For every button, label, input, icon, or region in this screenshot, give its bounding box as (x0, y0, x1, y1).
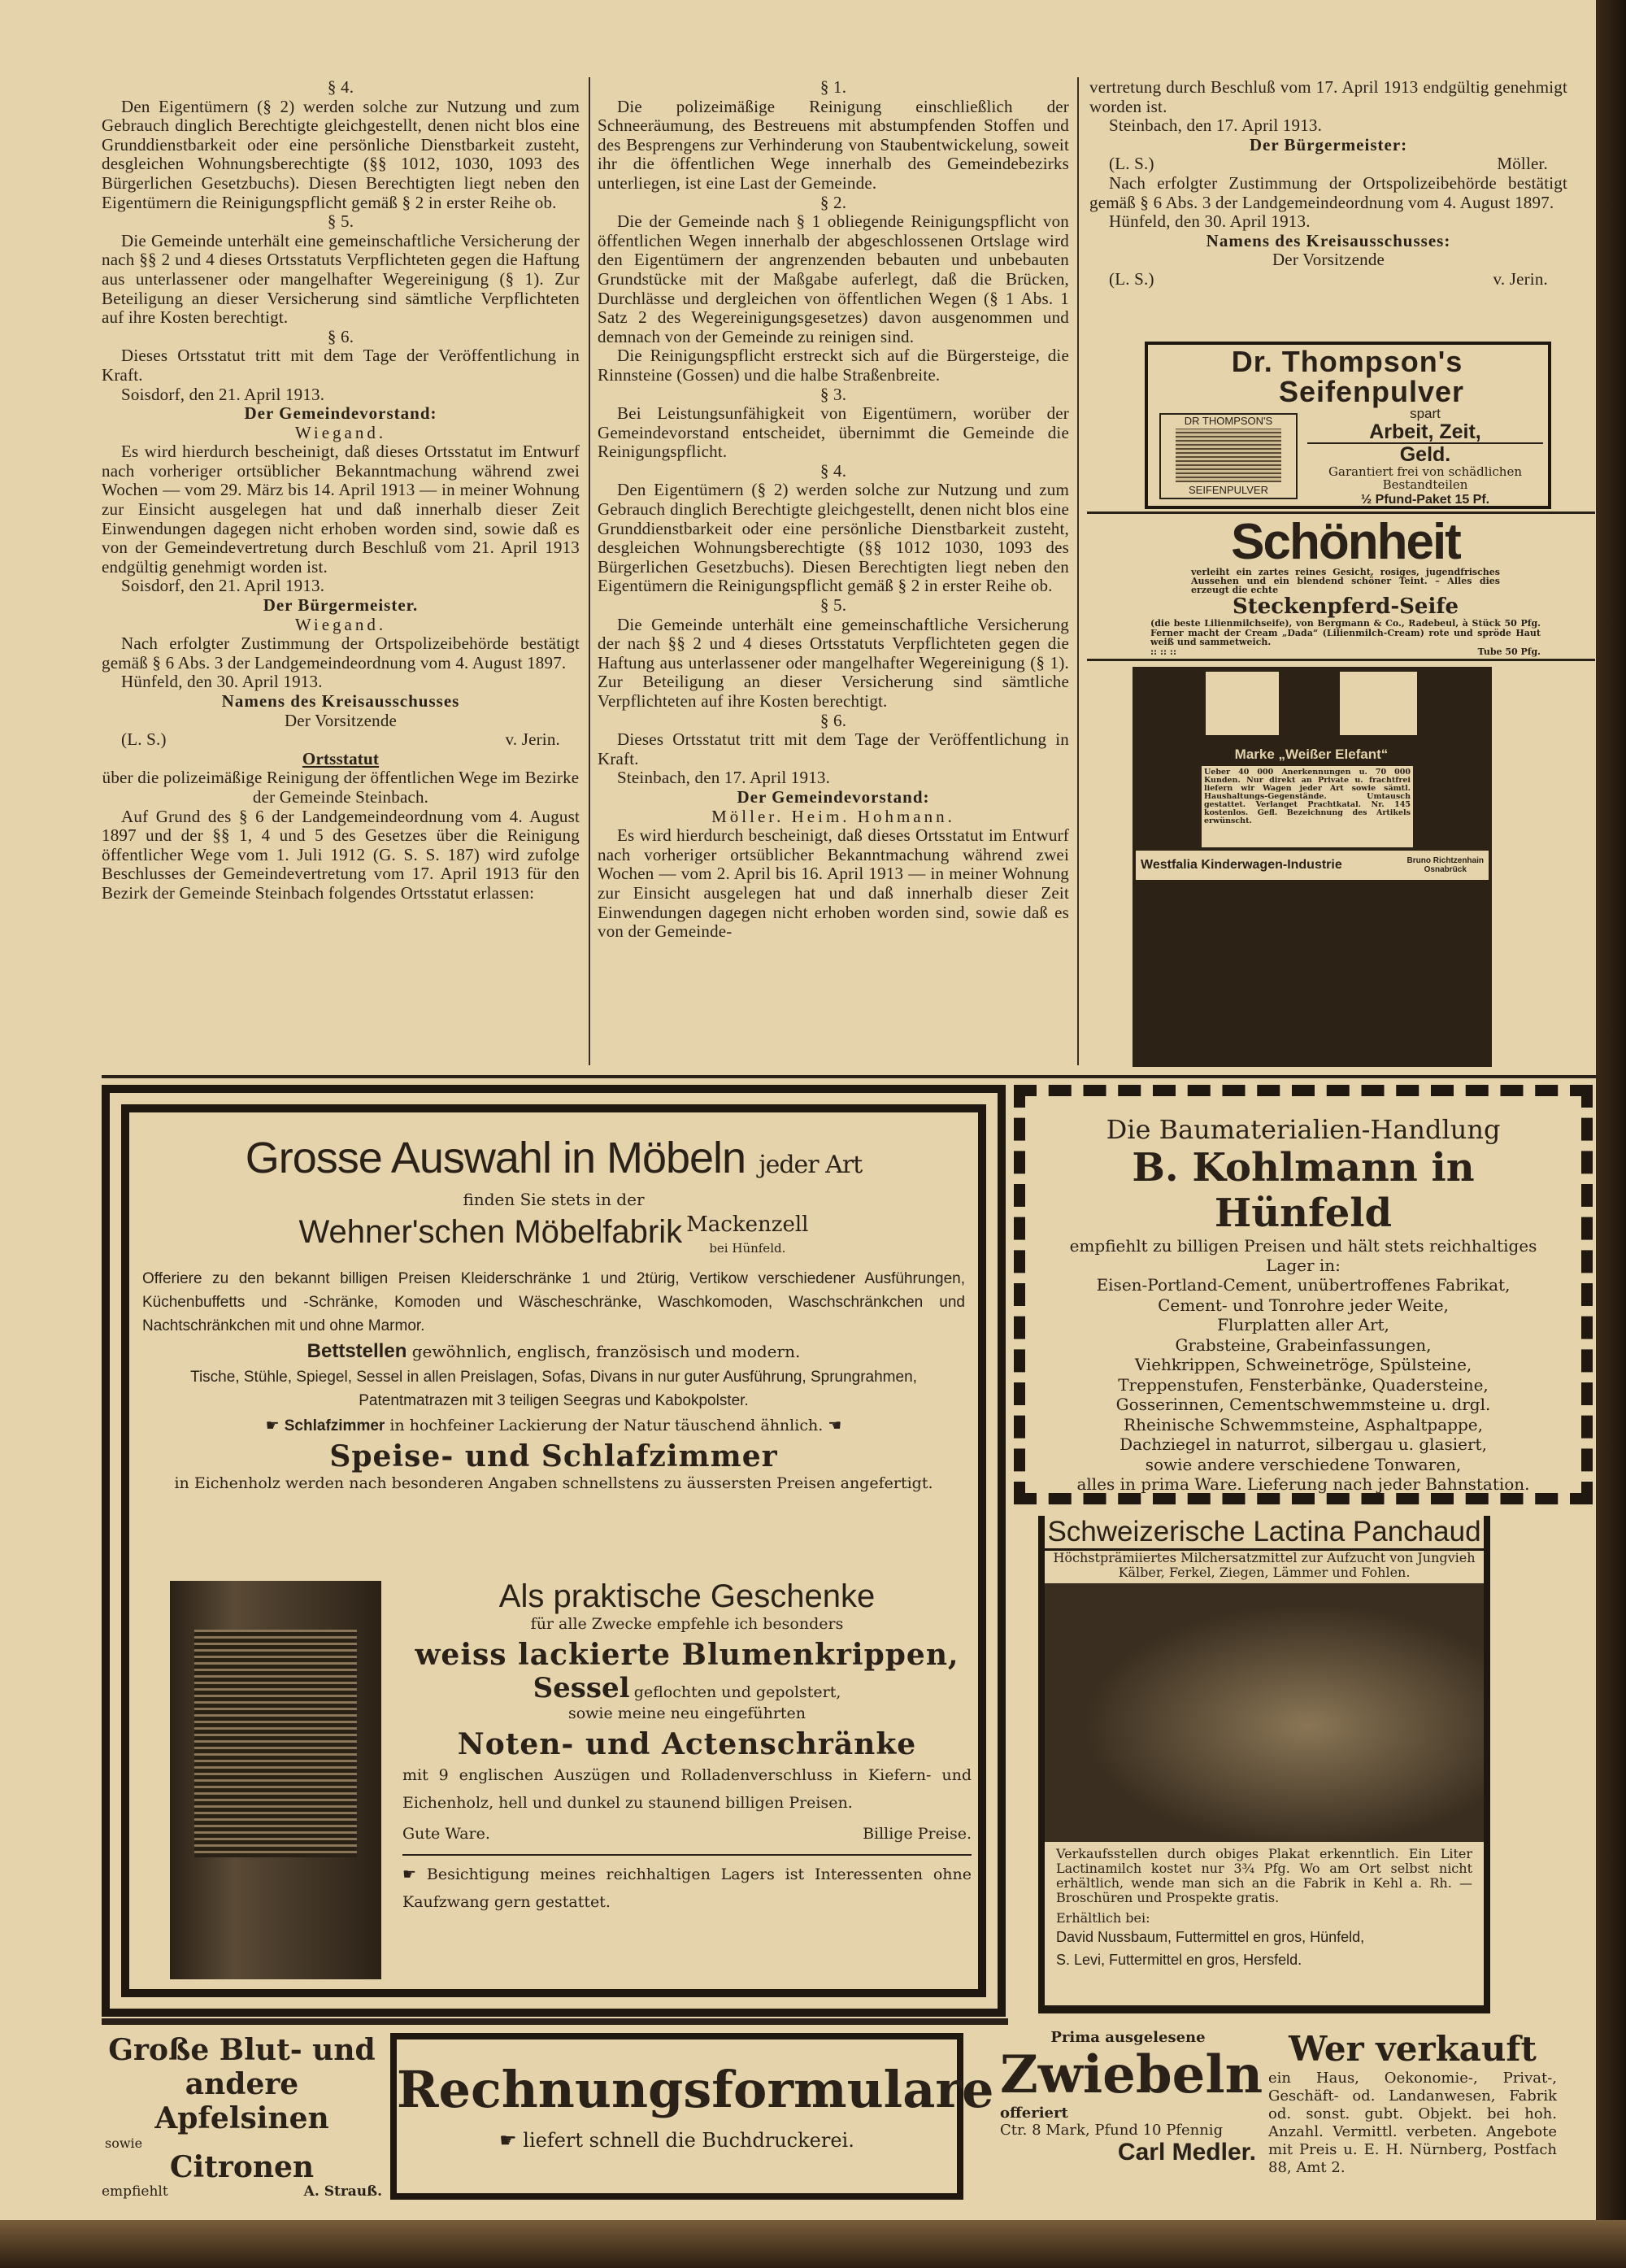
ad-title-suffix: jeder Art (759, 1151, 863, 1179)
elefant-ad (1133, 667, 1492, 1067)
paragraph: Es wird hierdurch bescheinigt, daß dieses Ortsstatut im Entwurf nach vorheriger ortsüblicher Bekanntmachung während zwei Wochen — vom 29. März bis 14. April 1913 — in meiner Wohnung zur Einsicht ausgelegen hat und daß innerhalb dieser Zeit Einwendungen dagegen nicht erhoben worden sind, sowie daß es von der Gemeindevertretung durch Beschluß vom 21. April 1913 endgültig genehmigt worden ist. (102, 442, 580, 577)
company-name: Wehner'schen Möbelfabrik (298, 1214, 683, 1250)
paragraph: Nach erfolgter Zustimmung der Ortspolizeibehörde bestätigt gemäß § 6 Abs. 3 der Landgemeindeordnung vom 4. August 1897. (1089, 172, 1567, 212)
text-line: § 3. (820, 384, 847, 404)
ad-title: Dr. Thompson's (1231, 345, 1463, 378)
seal-mark: (L. S.) (1109, 154, 1154, 174)
paragraph: Den Eigentümern (§ 2) werden solche zur Nutzung und zum Gebrauch dinglich Berechtigte gleichgestellt, denen nicht blos eine Grunddienstbarkeit oder eine persönliche Dienstbarkeit zusteht, desgleichen Wohnungsberechtigte (§§ 1012, 1030, 1093 des Bürgerlichen Gesetzbuchs). Diesen Berechtigten liegt neben den Eigentümern die Reinigungspflicht gemäß § 2 in erster Reihe ob. (102, 96, 580, 212)
text-line: Steinbach, den 17. April 1913. (617, 768, 831, 788)
ad-text: Gute Ware. (402, 1825, 490, 1843)
signature: v. Jerin. (505, 729, 560, 750)
ad-text: Verkaufsstellen durch obiges Plakat erkenntlich. Ein Liter Lactinamilch kostet nur 3¾ Pfg. Wo am Ort selbst nicht erhältlich, wende man sich an die Fabrik in Kehl a. Rh. — Broschüren und Prospekte gratis. (1056, 1846, 1472, 1905)
paragraph: Auf Grund des § 6 der Landgemeindeordnung vom 4. August 1897 und der §§ 1, 4 und 5 des Gesetzes über die Reinigung öffentlicher Wege vom 1. Juli 1912 (G. S. S. 187) wird zufolge Beschlusses der Gemeindevertretung vom 17. April 1913 für den Bezirk der Gemeinde Steinbach folgendes Ortsstatut erlassen: (102, 806, 580, 903)
product-line: Treppenstufen, Fensterbänke, Quadersteine, (1118, 1374, 1489, 1395)
ad-text: empfiehlt zu billigen Preisen und hält stets reichhaltiges Lager in: (1069, 1236, 1537, 1275)
ad-title: andere Apfelsinen (154, 2067, 329, 2135)
ad-title: Schweizerische Lactina Panchaud (1045, 1516, 1484, 1551)
heading: Der Gemeindevorstand: (244, 403, 437, 424)
ad-text: Geld. (1399, 443, 1451, 467)
text-line: § 6. (820, 710, 847, 730)
text-line: Soisdorf, den 21. April 1913. (121, 384, 325, 404)
ad-title: Wer verkauft (1289, 2029, 1537, 2069)
ad-text: empfiehlt (102, 2183, 168, 2200)
section-rule (102, 2018, 1008, 2025)
text-line: über die polizeimäßige Reinigung der öffentlichen Wege im Bezirke der Gemeinde Steinbach. (102, 768, 580, 807)
signature-line (102, 730, 580, 750)
forms-ad (390, 2033, 994, 2200)
ad-title: Große Blut- und (108, 2033, 376, 2067)
baumaterial-ad (1014, 1085, 1593, 1504)
worker-image (1206, 672, 1279, 735)
ad-title: Seifenpulver (1278, 375, 1465, 408)
text-line: Hünfeld, den 30. April 1913. (1109, 211, 1311, 232)
ad-text: Erhältlich bei: (1056, 1910, 1150, 1926)
text-line: § 2. (820, 192, 847, 212)
product-list (1043, 1275, 1563, 1495)
page-bottom-edge (0, 2220, 1626, 2268)
ad-price: ½ Pfund-Paket 15 Pf. (1360, 493, 1490, 507)
company-name: B. Kohlmann in Hünfeld (1132, 1145, 1475, 1236)
ad-text: sowie (105, 2135, 143, 2151)
ad-title: Citronen (169, 2150, 315, 2184)
ad-heading: Als praktische Geschenke (498, 1578, 876, 1614)
owner-name: Bruno Richtzenhain (1406, 856, 1484, 865)
paragraph: Den Eigentümern (§ 2) werden solche zur Nutzung und zum Gebrauch dinglich Berechtigte gleichgestellt, denen nicht blos eine Grunddienstbarkeit oder eine persönliche Dienstbarkeit zusteht, desgleichen Wohnungsberechtigte (§§ 1012 1030, 1093 des Bürgerlichen Gesetzbuchs). Diesen Berechtigten liegt neben den Eigentümern die Reinigungspflicht gemäß § 2 in erster Reihe ob. (598, 480, 1069, 596)
ad-text: Arbeit, Zeit, (1307, 421, 1543, 444)
rule (1087, 659, 1595, 661)
paragraph: Es wird hierdurch bescheinigt, daß dieses Ortsstatut im Entwurf nach vorheriger ortsüblicher Bekanntmachung während zwei Wochen — vom 2. April bis 16. April 1913 — in meiner Wohnung zur Einsicht ausgelegen hat und daß innerhalb dieser Zeit Einwendungen dagegen nicht erhoben worden sind, sowie daß es von der Gemeinde- (598, 825, 1069, 942)
product-line: Flurplatten aller Art, (1217, 1315, 1389, 1334)
ad-text: Offeriere zu den bekannt billigen Preisen Kleiderschränke 1 und 2türig, Vertikow verschiedener Ausführungen, Küchenbuffetts und -Schränke, Komoden und Wäscheschränke, Waschkomoden, Waschschränkchen und Nachtschränkchen mit und ohne Marmor. (142, 1270, 965, 1334)
ad-brand: Marke „Weißer Elefant“ (1234, 747, 1389, 762)
ad-heading: Speise- und Schlafzimmer (329, 1439, 778, 1474)
text-line: Steinbach, den 17. April 1913. (1109, 115, 1323, 136)
article-column-3 (1089, 78, 1567, 289)
paragraph: Die Reinigungspflicht erstreckt sich auf die Bürgersteige, die Rinnsteine (Gossen) und die halbe Straßenbreite. (598, 346, 1069, 385)
ad-text: ein Haus, Oekonomie-, Privat-, Geschäft- od. Landanwesen, Fabrik od. sonst. gubt. Objekt. bei hoh. Anzahl. Vermittl. verbeten. Angebote mit Preis u. E. H. Nürnberg, Postfach 88, Amt 2. (1268, 2070, 1557, 2176)
ad-text: finden Sie stets in der (463, 1190, 645, 1209)
ad-bold: Schlafzimmer (284, 1417, 385, 1434)
article-column-1 (102, 78, 580, 903)
thompson-ad (1145, 342, 1551, 509)
text-line: § 5. (820, 595, 847, 616)
ad-text: gewöhnlich, englisch, französisch und modern. (411, 1342, 801, 1361)
ad-text: sowie meine neu eingeführten (567, 1704, 806, 1722)
text-line: § 4. (327, 77, 354, 97)
place-sub: bei Hünfeld. (709, 1241, 786, 1256)
ad-text: Besichtigung meines reichhaltigen Lagers ist Interessenten ohne Kaufzwang gern gestattet. (402, 1865, 972, 1911)
text-line: Der Vorsitzende (284, 710, 398, 730)
swan-logo (1159, 413, 1298, 499)
ad-title: Schönheit (1231, 514, 1460, 570)
ad-bold: Bettstellen (307, 1340, 407, 1362)
heading: Namens des Kreisausschusses: (1206, 230, 1451, 250)
ad-title: Die Baumaterialien-Handlung (1106, 1114, 1501, 1145)
ad-price: Tube 50 Pfg. (1477, 646, 1541, 657)
ad-text: liefert schnell die Buchdruckerei. (523, 2129, 854, 2152)
signature-line (1089, 155, 1567, 174)
text-line: Möller. Heim. Hohmann. (711, 806, 955, 826)
pointing-hand-icon: ☚ (823, 1417, 842, 1434)
dealer: David Nussbaum, Futtermittel en gros, Hünfeld, (1056, 1929, 1365, 1945)
ad-text: Tische, Stühle, Spiegel, Sessel in allen Preislagen, Sofas, Divans in nur guter Ausführung, Sprungrahmen, Patentmatrazen mit 3 teiligen Seegras und Kabokpolster. (190, 1369, 917, 1409)
article-column-2 (598, 78, 1069, 942)
heading: Der Gemeindevorstand: (737, 786, 930, 807)
product-line: Gosserinnen, Cementschwemmsteine u. drgl. (1115, 1395, 1491, 1414)
column-divider (1077, 77, 1079, 1065)
heading: Der Bürgermeister. (263, 595, 419, 616)
ad-text: offeriert (1000, 2105, 1068, 2122)
ad-heading: weiss lackierte Blumenkrippen, (415, 1638, 959, 1672)
ad-text: Höchstprämiiertes Milchersatzmittel zur Aufzucht von Jungvieh Kälber, Ferkel, Ziegen, Lämmer und Fohlen. (1053, 1550, 1476, 1580)
signature-line (1089, 270, 1567, 289)
signature: Möller. (1497, 154, 1548, 174)
orange-ad (102, 2033, 382, 2200)
place-name: Mackenzell (686, 1212, 809, 1237)
ad-signature: Carl Medler. (1117, 2139, 1256, 2166)
calves-image (1045, 1583, 1484, 1842)
paragraph: Nach erfolgter Zustimmung der Ortspolizeibehörde bestätigt gemäß § 6 Abs. 3 der Landgemeindeordnung vom 4. August 1897. (102, 633, 580, 673)
product-line: Cement- und Tonrohre jeder Weite, (1158, 1295, 1449, 1315)
heading: Der Bürgermeister: (1249, 134, 1408, 155)
seal-mark: (L. S.) (1109, 268, 1154, 289)
moebel-ad (102, 1085, 1006, 2017)
paragraph: Die Gemeinde unterhält eine gemeinschaftliche Versicherung der nach §§ 2 und 4 dieses Ortsstatuts Verpflichteten gegen die Haftung aus unterlassener oder mangelhafter Wegereinigung (§ 1). Zur Beteiligung an dieser Versicherung sind sämtliche Verpflichteten auf ihre Kosten berechtigt. (598, 614, 1069, 711)
ad-heading: Sessel (533, 1672, 630, 1704)
text-line: § 5. (327, 211, 354, 232)
ad-text: Prima ausgelesene (1050, 2029, 1206, 2046)
ad-title: Rechnungsformulare (397, 2060, 994, 2119)
cabinet-image (170, 1581, 381, 1979)
ad-text: in Eichenholz werden nach besonderen Angaben schnellstens zu äussersten Preisen angefertigt. (174, 1474, 933, 1492)
paragraph: Dieses Ortsstatut tritt mit dem Tage der Veröffentlichung in Kraft. (102, 346, 580, 385)
text-line: § 6. (327, 326, 354, 346)
wagon-image (1340, 672, 1417, 735)
onion-ad (1000, 2029, 1263, 2166)
text-line: Wiegand. (294, 614, 387, 634)
text-line: § 4. (820, 460, 847, 481)
ad-marks: :: :: :: (1150, 646, 1177, 657)
dealer: S. Levi, Futtermittel en gros, Hersfeld. (1056, 1952, 1302, 1968)
ad-text: in hochfeiner Lackierung der Natur täuschend ähnlich. (389, 1417, 824, 1434)
ad-brand: Steckenpferd-Seife (1232, 594, 1459, 619)
ad-text: mit 9 englischen Auszügen und Rolladenverschluss in Kiefern- und Eichenholz, hell und dunkel zu staunend billigen Preisen. (402, 1766, 972, 1812)
column-divider (589, 77, 590, 1065)
steckenpferd-ad (1150, 514, 1541, 657)
paragraph: Bei Leistungsunfähigkeit von Eigentümern, worüber der Gemeindevorstand entscheidet, übernimmt die Gemeinde die Reinigungspflicht. (598, 403, 1069, 462)
product-line: sowie andere verschiedene Tonwaren, (1145, 1454, 1462, 1474)
ad-signature: A. Strauß. (303, 2183, 382, 2200)
ad-text: Garantiert frei von schädlichen Bestandteilen (1328, 464, 1522, 493)
ad-text: geflochten und gepolstert, (633, 1683, 841, 1701)
pointing-hand-icon: ☛ (499, 2129, 524, 2152)
text-line: Wiegand. (294, 422, 387, 442)
paragraph: Die polizeimäßige Reinigung einschließlich der Schneeräumung, des Bestreuens mit abstumpfenden Stoffen und des Besprengens zur Verhinderung von Staubentwickelung, soweit ihr die öffentlichen Wege innerhalb des Gemeindebezirks unterliegen, ist eine Last der Gemeinde. (598, 96, 1069, 193)
pointing-hand-icon: ☛ (265, 1417, 285, 1434)
ad-text: Billige Preise. (863, 1825, 972, 1843)
ad-text: spart (1410, 406, 1441, 421)
seal-mark: (L. S.) (121, 729, 167, 750)
text-line: § 1. (820, 77, 847, 97)
logo-text: DR THOMPSON'S (1184, 415, 1273, 427)
text-line: Soisdorf, den 21. April 1913. (121, 576, 325, 596)
product-line: alles in prima Ware. Lieferung nach jeder Bahnstation. (1076, 1474, 1530, 1494)
paragraph: vertretung durch Beschluß vom 17. April 1913 endgültig genehmigt worden ist. (1089, 77, 1567, 116)
product-line: Grabsteine, Grabeinfassungen, (1175, 1334, 1432, 1355)
heading: Ortsstatut (302, 748, 380, 768)
city-name: Osnabrück (1424, 865, 1467, 874)
heading: Namens des Kreisausschusses (221, 691, 460, 711)
paragraph: Dieses Ortsstatut tritt mit dem Tage der Veröffentlichung in Kraft. (598, 729, 1069, 768)
signature: v. Jerin. (1493, 268, 1548, 289)
ad-text: verleiht ein zartes reines Gesicht, rosiges, jugendfrisches Aussehen und ein blendend schöner Teint. – Alles dies erzeugt die echte (1191, 567, 1500, 595)
lactina-ad (1038, 1516, 1490, 2013)
text-line: Hünfeld, den 30. April 1913. (121, 672, 323, 692)
product-line: Eisen-Portland-Cement, unübertroffenes Fabrikat, (1096, 1275, 1511, 1295)
paragraph: Die der Gemeinde nach § 1 obliegende Reinigungspflicht von öffentlichen Wegen innerhalb der abgeschlossenen Ortslage wird den Eigentümern der angrenzenden bebauten und unbebauten Grundstücke mit der Maßgabe auferlegt, daß die Brücken, Durchlässe und dergleichen von öffentlichen Wegen (§ 1 Abs. 1 Satz 2 des Wegereinigungsgesetzes) davon ausgenommen und demnach von der Gemeinde zu reinigen sind. (598, 211, 1069, 346)
logo-text: SEIFENPULVER (1188, 484, 1268, 496)
product-line: Rheinische Schwemmsteine, Asphaltpappe, (1124, 1414, 1483, 1434)
paragraph: Die Gemeinde unterhält eine gemeinschaftliche Versicherung der nach §§ 2 und 4 dieses Ortsstatuts Verpflichteten gegen die Haftung aus unterlassener oder mangelhafter Wegereinigung (§ 1). Zur Beteiligung an dieser Versicherung sind sämtliche Verpflichteten auf ihre Kosten berechtigt. (102, 230, 580, 328)
ad-title: Grosse Auswahl in Möbeln (245, 1134, 746, 1182)
section-rule (102, 1075, 1598, 1078)
property-ad (1268, 2029, 1557, 2177)
pointing-hand-icon: ☛ (402, 1865, 427, 1883)
product-line: Dachziegel in naturrot, silbergau u. glasiert, (1120, 1434, 1487, 1454)
ad-text: für alle Zwecke empfehle ich besonders (530, 1615, 844, 1633)
page-edge (1596, 0, 1626, 2268)
product-line: Viehkrippen, Schweinetröge, Spülsteine, (1134, 1355, 1472, 1374)
ad-text: Ueber 40 000 Anerkennungen u. 70 000 Kunden. Nur direkt an Private u. frachtfrei liefern wir Wagen jeder Art sowie sämtl. Haushaltungs-Gegenstände. Umtausch gestattet. Verlanget Prachtkatal. Nr. 145 kostenlos. Gefl. Bezeichnung des Artikels erwünscht. (1202, 766, 1413, 847)
company-name: Westfalia Kinderwagen-Industrie (1141, 858, 1342, 872)
swan-icon (1176, 429, 1281, 482)
text-line: Der Vorsitzende (1272, 250, 1385, 270)
ad-text: (die beste Lilienmilchseife), von Bergmann & Co., Radebeul, à Stück 50 Pfg. Ferner macht der Cream „Dada“ (Lilienmilch-Cream) rote und spröde Haut weiß und sammetweich. (1150, 618, 1541, 647)
ad-text: Ctr. 8 Mark, Pfund 10 Pfennig (1000, 2122, 1224, 2139)
ad-title: Zwiebeln (1000, 2044, 1263, 2105)
ad-heading: Noten- und Actenschränke (457, 1727, 917, 1761)
